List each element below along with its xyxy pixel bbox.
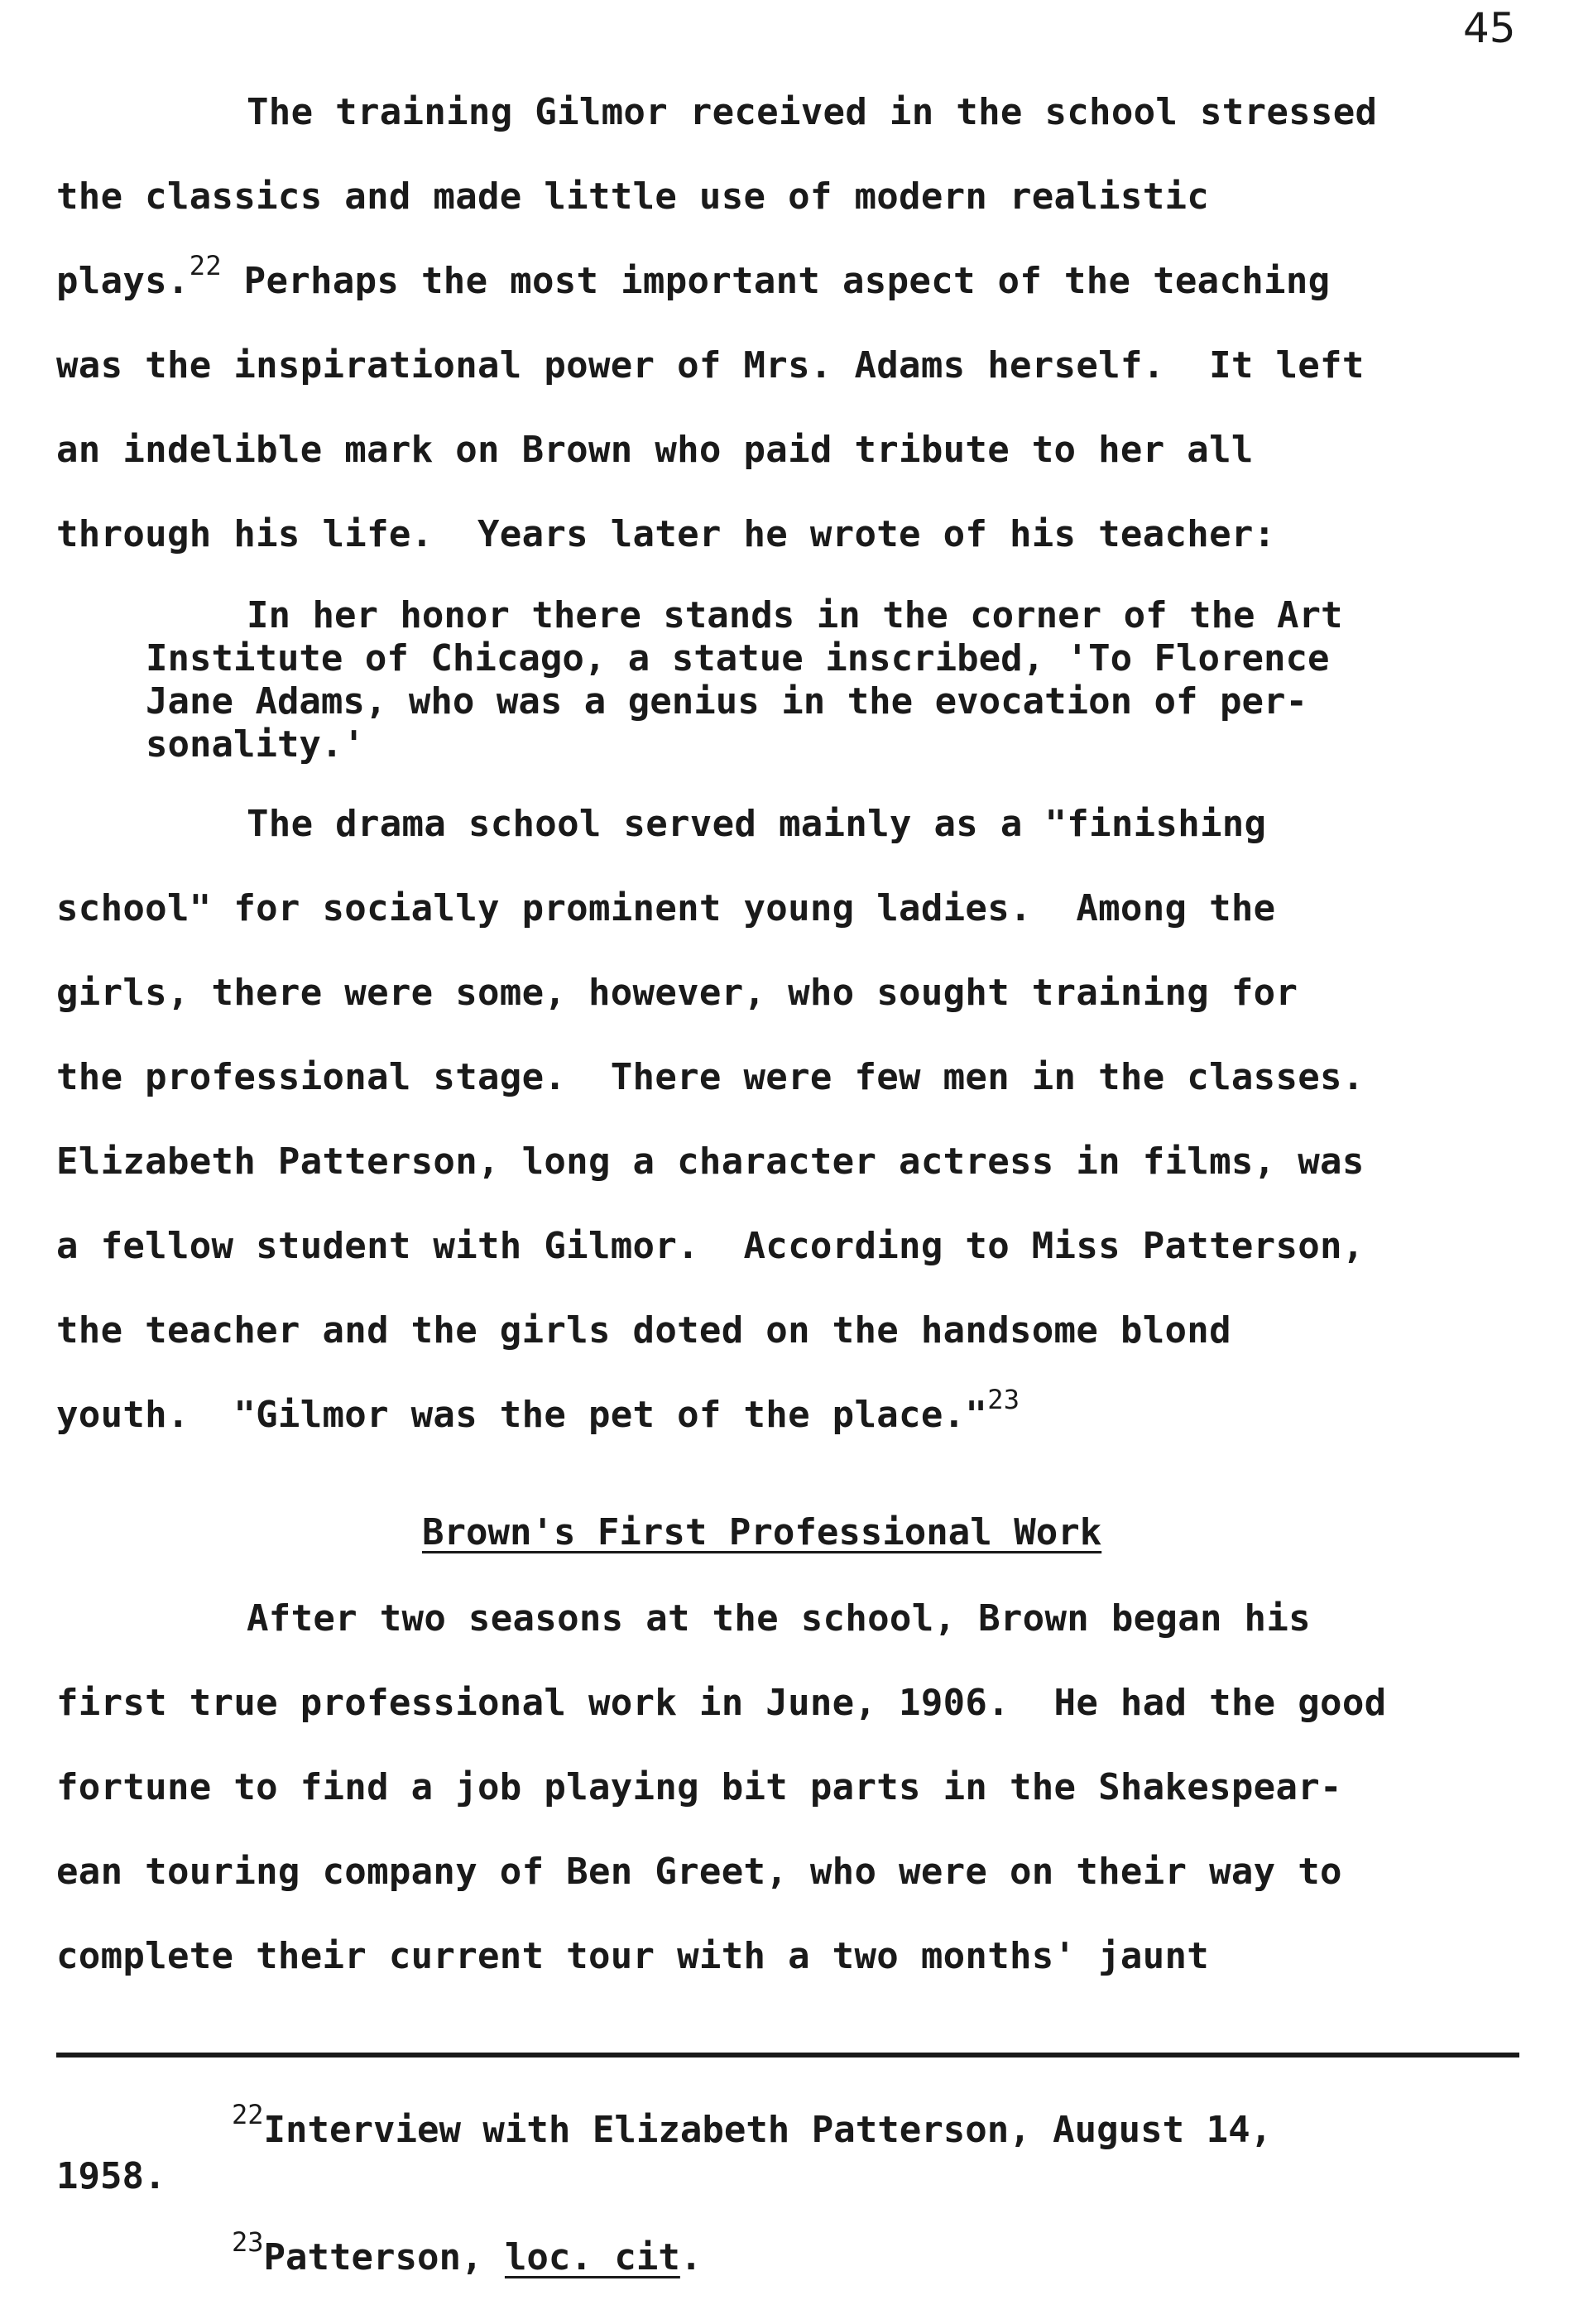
paragraph-line: ean touring company of Ben Greet, who were on their way to bbox=[56, 1851, 1342, 1893]
paragraph-line bbox=[56, 250, 1331, 307]
footnote-citation: loc. cit bbox=[504, 2236, 680, 2278]
footnote-text: Patterson, bbox=[263, 2236, 505, 2278]
paragraph-line bbox=[56, 1384, 1020, 1441]
paragraph-line: girls, there were some, however, who sought training for bbox=[56, 972, 1298, 1014]
paragraph-line: the teacher and the girls doted on the handsome blond bbox=[56, 1309, 1231, 1352]
paragraph-line: the classics and made little use of modern realistic bbox=[56, 175, 1210, 218]
paragraph-line: a fellow student with Gilmor. According to Miss Patterson, bbox=[56, 1225, 1365, 1267]
footnote-text: Interview with Elizabeth Patterson, August 14, bbox=[263, 2109, 1273, 2151]
paragraph-text: youth. "Gilmor was the pet of the place." bbox=[56, 1394, 988, 1436]
footnote-text-end: . bbox=[679, 2236, 703, 2278]
paragraph-line: The training Gilmor received in the school stressed bbox=[247, 91, 1378, 133]
footnote-marker: 22 bbox=[232, 2099, 264, 2130]
footnote-23 bbox=[232, 2226, 703, 2283]
block-quote-line: Jane Adams, who was a genius in the evocation of per- bbox=[146, 680, 1308, 723]
paragraph-line: The drama school served mainly as a "finishing bbox=[247, 803, 1267, 845]
paragraph-line: After two seasons at the school, Brown began his bbox=[247, 1597, 1311, 1640]
block-quote-line: sonality.' bbox=[146, 723, 365, 766]
block-quote-line: Institute of Chicago, a statue inscribed, 'To Florence bbox=[146, 637, 1330, 679]
paragraph-line: first true professional work in June, 1906. He had the good bbox=[56, 1682, 1387, 1724]
paragraph-line: was the inspirational power of Mrs. Adams herself. It left bbox=[56, 344, 1365, 387]
page-number: 45 bbox=[1463, 4, 1516, 52]
paragraph-line: fortune to find a job playing bit parts in the Shakespear- bbox=[56, 1766, 1342, 1808]
footnote-reference: 23 bbox=[987, 1384, 1020, 1415]
section-heading: Brown's First Professional Work bbox=[422, 1511, 1102, 1553]
paragraph-text: plays. bbox=[56, 260, 190, 302]
footnote-reference: 22 bbox=[189, 250, 222, 281]
footnote-divider bbox=[56, 2053, 1519, 2058]
paragraph-line: Elizabeth Patterson, long a character actress in films, was bbox=[56, 1140, 1365, 1183]
paragraph-text: Perhaps the most important aspect of the teaching bbox=[221, 260, 1331, 302]
paragraph-line: through his life. Years later he wrote of his teacher: bbox=[56, 513, 1276, 555]
paragraph-line: complete their current tour with a two months' jaunt bbox=[56, 1935, 1210, 1977]
block-quote-line: In her honor there stands in the corner of the Art bbox=[247, 594, 1343, 636]
footnote-marker: 23 bbox=[232, 2226, 264, 2258]
footnote-22-continuation: 1958. bbox=[56, 2155, 166, 2197]
paragraph-line: an indelible mark on Brown who paid tribute to her all bbox=[56, 429, 1254, 471]
paragraph-line: school" for socially prominent young ladies. Among the bbox=[56, 887, 1276, 929]
footnote-22 bbox=[232, 2099, 1273, 2156]
paragraph-line: the professional stage. There were few men in the classes. bbox=[56, 1056, 1365, 1098]
